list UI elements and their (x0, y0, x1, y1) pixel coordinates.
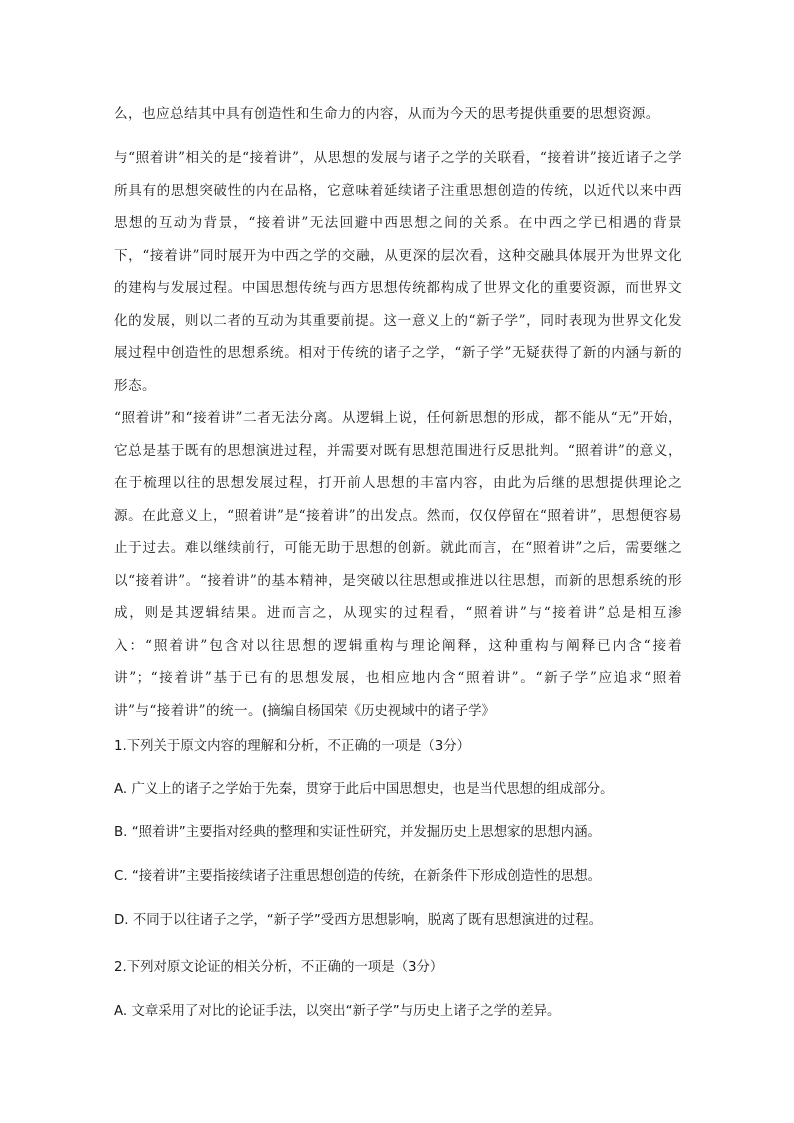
question-1-stem: 1.下列关于原文内容的理解和分析，不正确的一项是（3分） (114, 739, 471, 754)
passage-paragraph-2: 与“照着讲”相关的是“接着讲”，从思想的发展与诸子之学的关联看，“接着讲”接近诸子之学所具有的思想突破性的内在品格，它意味着延续诸子注重思想创造的传统，以近代以来中西思想的互动为背景，“接着讲”无法回避中西思想之间的关系。在中西之学已相遇的背景下，“接着讲”同时展开为中西之学的交融，从更深的层次看，这种交融具体展开为世界文化的建构与发展过程。中国思想传统与西方思想传统都构成了世界文化的重要资源，而世界文化的发展，则以二者的互动为其重要前提。这一意义上的“新子学”，同时表现为世界文化发展过程中创造性的思想系统。相对于传统的诸子之学，“新子学”无疑获得了新的内涵与新的形态。 (114, 150, 682, 394)
passage-paragraph-continuation: 么，也应总结其中具有创造性和生命力的内容，从而为今天的思考提供重要的思想资源。 (114, 106, 660, 122)
question-1-option-b: B. “照着讲”主要指对经典的整理和实证性研究，并发掘历史上思想家的思想内涵。 (114, 825, 601, 840)
passage-paragraph-3-text: “照着讲”和“接着讲”二者无法分离。从逻辑上说，任何新思想的形成，都不能从“无”开始，它总是基于既有的思想演进过程，并需要对既有思想范围进行反思批判。“照着讲”的意义，在于梳理以往的思想发展过程，打开前人思想的丰富内容，由此为后继的思想提供理论之源。在此意义上，“照着讲”是“接着讲”的出发点。然而，仅仅停留在“照着讲”，思想便容易止于过去。难以继续前行，可能无助于思想的创新。就此而言，在“照着讲”之后，需要继之以“接着讲”。“接着讲”的基本精神，是突破以往思想或推进以往思想，而新的思想系统的形成，则是其逻辑结果。进而言之，从现实的过程看，“照着讲”与“接着讲”总是相互渗入：“照着讲”包含对以往思想的逻辑重构与理论阐释，这种重构与阐释已内含“接着讲”；“接着讲”基于已有的思想发展，也相应地内含“照着讲”。“新子学”应追求“照着讲”与“接着讲”的统一。 (114, 410, 682, 719)
question-1-option-d: D. 不同于以往诸子之学，“新子学”受西方思想影响，脱离了既有思想演进的过程。 (114, 913, 602, 928)
passage-source-citation: (摘编自杨国荣《历史视域中的诸子学》 (262, 703, 495, 719)
question-2-option-a: A. 文章采用了对比的论证手法，以突出“新子学”与历史上诸子之学的差异。 (114, 1004, 561, 1019)
question-1-option-c: C. “接着讲”主要指接续诸子注重思想创造的传统，在新条件下形成创造性的思想。 (114, 869, 602, 884)
question-2-stem: 2.下列对原文论证的相关分析，不正确的一项是（3分） (114, 960, 444, 975)
question-1-option-a: A. 广义上的诸子之学始于先秦，贯穿于此后中国思想史，也是当代思想的组成部分。 (114, 782, 614, 797)
passage-paragraph-3 (114, 402, 682, 728)
